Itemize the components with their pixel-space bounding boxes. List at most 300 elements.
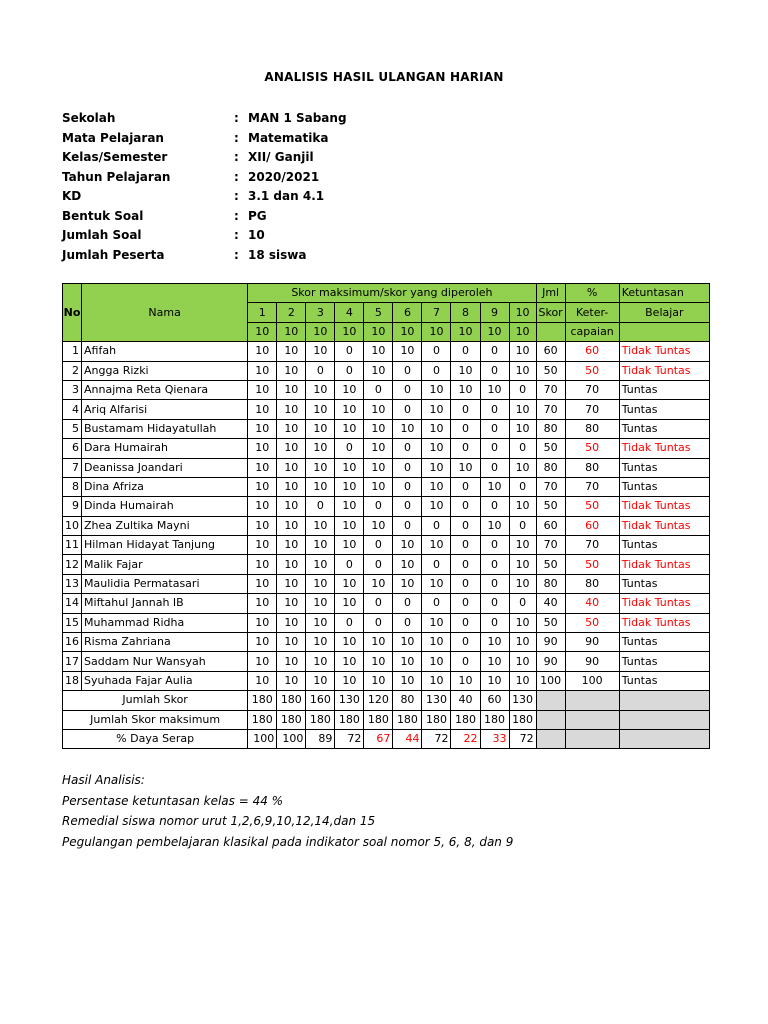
info-row [62, 187, 347, 207]
total-score: 80 [536, 419, 565, 438]
achievement-percent: 70 [565, 477, 619, 496]
score-cell: 10 [277, 439, 306, 458]
mastery-status: Tuntas [619, 536, 709, 555]
achievement-percent: 80 [565, 574, 619, 593]
header-nama: Nama [82, 284, 248, 342]
summary-blank [565, 729, 619, 748]
score-cell: 10 [248, 439, 277, 458]
score-cell: 10 [422, 400, 451, 419]
total-score: 90 [536, 633, 565, 652]
student-name: Deanissa Joandari [82, 458, 248, 477]
score-cell: 0 [509, 380, 536, 399]
score-cell: 0 [422, 555, 451, 574]
score-cell: 10 [277, 477, 306, 496]
score-cell: 10 [364, 439, 393, 458]
score-cell: 10 [422, 613, 451, 632]
table-row [63, 400, 710, 419]
summary-cell: 180 [306, 710, 335, 729]
info-colon: : [234, 208, 239, 223]
score-cell: 10 [248, 652, 277, 671]
score-cell: 10 [509, 671, 536, 690]
question-number: 9 [480, 303, 509, 322]
score-cell: 10 [422, 574, 451, 593]
total-score: 90 [536, 652, 565, 671]
score-cell: 10 [393, 342, 422, 361]
info-row [62, 109, 347, 129]
summary-label: Jumlah Skor [63, 691, 248, 710]
info-colon: : [234, 228, 239, 242]
max-score: 10 [248, 322, 277, 341]
row-no: 9 [63, 497, 82, 516]
question-number: 7 [422, 303, 451, 322]
mastery-status: Tidak Tuntas [619, 613, 709, 632]
mastery-status: Tuntas [619, 633, 709, 652]
achievement-percent: 80 [565, 458, 619, 477]
question-number: 6 [393, 303, 422, 322]
info-value: Matematika [248, 130, 329, 145]
score-cell: 10 [306, 439, 335, 458]
score-cell: 0 [335, 613, 364, 632]
score-cell: 0 [451, 439, 480, 458]
mastery-status: Tidak Tuntas [619, 555, 709, 574]
score-cell: 0 [451, 400, 480, 419]
row-no: 4 [63, 400, 82, 419]
score-cell: 0 [480, 361, 509, 380]
info-label: Jumlah Peserta [62, 247, 165, 262]
score-cell: 0 [393, 361, 422, 380]
achievement-percent: 40 [565, 594, 619, 613]
max-score: 10 [509, 322, 536, 341]
score-cell: 0 [422, 516, 451, 535]
daya-serap-cell: 72 [335, 729, 364, 748]
score-cell: 10 [248, 342, 277, 361]
student-name: Dina Afriza [82, 477, 248, 496]
summary-cell: 130 [509, 691, 536, 710]
score-cell: 10 [509, 419, 536, 438]
achievement-percent: 50 [565, 497, 619, 516]
score-cell: 10 [277, 652, 306, 671]
score-cell: 10 [277, 574, 306, 593]
score-cell: 10 [306, 671, 335, 690]
score-cell: 10 [306, 380, 335, 399]
info-colon: : [234, 247, 239, 262]
score-cell: 10 [335, 652, 364, 671]
score-cell: 10 [335, 536, 364, 555]
score-cell: 0 [364, 380, 393, 399]
score-cell: 0 [480, 342, 509, 361]
mastery-status: Tidak Tuntas [619, 516, 709, 535]
summary-cell: 180 [248, 710, 277, 729]
question-number: 5 [364, 303, 393, 322]
score-cell: 10 [248, 516, 277, 535]
score-cell: 10 [277, 671, 306, 690]
table-row [63, 536, 710, 555]
max-score: 10 [422, 322, 451, 341]
score-cell: 10 [248, 419, 277, 438]
score-cell: 10 [335, 671, 364, 690]
score-cell: 10 [277, 497, 306, 516]
score-cell: 10 [509, 555, 536, 574]
summary-blank [565, 710, 619, 729]
table-row [63, 516, 710, 535]
score-cell: 10 [306, 633, 335, 652]
score-cell: 0 [393, 380, 422, 399]
score-cell: 10 [277, 594, 306, 613]
achievement-percent: 50 [565, 439, 619, 458]
score-cell: 10 [248, 633, 277, 652]
score-cell: 10 [480, 671, 509, 690]
score-cell: 10 [335, 477, 364, 496]
score-cell: 10 [364, 419, 393, 438]
total-score: 60 [536, 342, 565, 361]
score-cell: 0 [480, 497, 509, 516]
summary-cell: 60 [480, 691, 509, 710]
info-block [62, 109, 347, 265]
score-cell: 10 [335, 574, 364, 593]
student-name: Hilman Hidayat Tanjung [82, 536, 248, 555]
achievement-percent: 100 [565, 671, 619, 690]
max-score: 10 [306, 322, 335, 341]
mastery-status: Tuntas [619, 652, 709, 671]
info-label: KD [62, 189, 82, 203]
info-value: PG [248, 208, 267, 223]
info-label: Kelas/Semester [62, 150, 168, 164]
header-ket-3 [619, 322, 709, 341]
score-cell: 10 [480, 380, 509, 399]
mastery-status: Tidak Tuntas [619, 342, 709, 361]
score-cell: 10 [509, 574, 536, 593]
question-number: 2 [277, 303, 306, 322]
table-row [63, 613, 710, 632]
row-no: 10 [63, 516, 82, 535]
score-cell: 10 [277, 536, 306, 555]
score-cell: 10 [306, 342, 335, 361]
score-cell: 10 [509, 342, 536, 361]
table-row [63, 380, 710, 399]
score-cell: 10 [509, 458, 536, 477]
score-cell: 10 [422, 536, 451, 555]
summary-cell: 180 [393, 710, 422, 729]
score-cell: 10 [422, 458, 451, 477]
analysis-section [62, 770, 513, 852]
max-score: 10 [364, 322, 393, 341]
score-cell: 0 [480, 555, 509, 574]
header-pct-3: capaian [565, 322, 619, 341]
score-cell: 10 [422, 477, 451, 496]
score-cell: 10 [248, 380, 277, 399]
row-no: 13 [63, 574, 82, 593]
student-name: Syuhada Fajar Aulia [82, 671, 248, 690]
mastery-status: Tuntas [619, 380, 709, 399]
score-cell: 10 [480, 633, 509, 652]
question-number: 1 [248, 303, 277, 322]
summary-blank [536, 729, 565, 748]
score-cell: 0 [335, 439, 364, 458]
score-cell: 10 [509, 652, 536, 671]
score-cell: 10 [248, 477, 277, 496]
info-label: Tahun Pelajaran [62, 169, 171, 184]
summary-cell: 180 [277, 710, 306, 729]
score-cell: 0 [335, 555, 364, 574]
score-cell: 10 [335, 458, 364, 477]
info-label: Jumlah Soal [62, 228, 142, 242]
score-cell: 10 [509, 400, 536, 419]
summary-cell: 80 [393, 691, 422, 710]
info-row [62, 129, 347, 149]
student-name: Risma Zahriana [82, 633, 248, 652]
score-cell: 0 [480, 419, 509, 438]
max-score: 10 [480, 322, 509, 341]
row-no: 15 [63, 613, 82, 632]
total-score: 50 [536, 555, 565, 574]
score-cell: 10 [364, 633, 393, 652]
score-cell: 10 [277, 633, 306, 652]
summary-row-daya-serap [63, 729, 710, 748]
row-no: 5 [63, 419, 82, 438]
daya-serap-cell: 33 [480, 729, 509, 748]
row-no: 11 [63, 536, 82, 555]
question-number: 10 [509, 303, 536, 322]
achievement-percent: 60 [565, 342, 619, 361]
score-cell: 0 [306, 497, 335, 516]
summary-blank [565, 691, 619, 710]
score-cell: 10 [277, 516, 306, 535]
score-cell: 0 [451, 555, 480, 574]
score-cell: 10 [277, 361, 306, 380]
score-cell: 10 [509, 497, 536, 516]
score-cell: 0 [393, 400, 422, 419]
score-cell: 10 [306, 594, 335, 613]
score-cell: 10 [306, 555, 335, 574]
score-cell: 0 [451, 419, 480, 438]
score-cell: 0 [393, 594, 422, 613]
total-score: 50 [536, 439, 565, 458]
info-value: XII/ Ganjil [248, 150, 314, 164]
achievement-percent: 90 [565, 652, 619, 671]
document-title: ANALISIS HASIL ULANGAN HARIAN [264, 70, 504, 84]
score-cell: 10 [335, 594, 364, 613]
score-cell: 10 [422, 497, 451, 516]
score-cell: 0 [393, 477, 422, 496]
header-jml-2: Skor [536, 303, 565, 322]
score-cell: 10 [364, 458, 393, 477]
student-name: Zhea Zultika Mayni [82, 516, 248, 535]
score-cell: 10 [335, 633, 364, 652]
score-cell: 10 [364, 361, 393, 380]
score-cell: 10 [306, 419, 335, 438]
score-cell: 10 [277, 458, 306, 477]
score-cell: 0 [509, 477, 536, 496]
analysis-line: Pegulangan pembelajaran klasikal pada indikator soal nomor 5, 6, 8, dan 9 [62, 834, 514, 849]
row-no: 8 [63, 477, 82, 496]
score-cell: 10 [480, 516, 509, 535]
score-cell: 0 [451, 536, 480, 555]
student-name: Saddam Nur Wansyah [82, 652, 248, 671]
score-cell: 10 [306, 516, 335, 535]
score-cell: 0 [451, 613, 480, 632]
student-name: Muhammad Ridha [82, 613, 248, 632]
score-cell: 10 [364, 671, 393, 690]
achievement-percent: 60 [565, 516, 619, 535]
score-cell: 10 [364, 477, 393, 496]
analysis-heading: Hasil Analisis: [62, 773, 145, 787]
question-number: 4 [335, 303, 364, 322]
total-score: 70 [536, 380, 565, 399]
score-cell: 0 [364, 613, 393, 632]
summary-cell: 180 [480, 710, 509, 729]
row-no: 3 [63, 380, 82, 399]
score-cell: 10 [364, 574, 393, 593]
score-cell: 10 [480, 477, 509, 496]
row-no: 2 [63, 361, 82, 380]
score-cell: 10 [364, 652, 393, 671]
max-score: 10 [335, 322, 364, 341]
row-no: 12 [63, 555, 82, 574]
row-no: 14 [63, 594, 82, 613]
info-value: 3.1 dan 4.1 [248, 189, 325, 203]
analysis-line: Persentase ketuntasan kelas = 44 % [62, 793, 284, 808]
score-cell: 0 [480, 574, 509, 593]
score-cell: 0 [364, 497, 393, 516]
achievement-percent: 70 [565, 536, 619, 555]
total-score: 80 [536, 574, 565, 593]
table-row [63, 497, 710, 516]
achievement-percent: 50 [565, 613, 619, 632]
summary-blank [619, 691, 709, 710]
header-jml-1: Jml [536, 284, 565, 303]
header-no: No [63, 284, 82, 342]
achievement-percent: 90 [565, 633, 619, 652]
score-cell: 10 [480, 652, 509, 671]
score-cell: 10 [277, 613, 306, 632]
row-no: 7 [63, 458, 82, 477]
summary-blank [536, 710, 565, 729]
score-cell: 0 [480, 613, 509, 632]
score-cell: 0 [451, 342, 480, 361]
info-colon: : [234, 130, 239, 145]
summary-cell: 180 [451, 710, 480, 729]
score-cell: 0 [335, 361, 364, 380]
total-score: 40 [536, 594, 565, 613]
score-cell: 10 [277, 342, 306, 361]
student-name: Malik Fajar [82, 555, 248, 574]
score-cell: 10 [451, 380, 480, 399]
score-cell: 10 [393, 536, 422, 555]
summary-cell: 180 [364, 710, 393, 729]
score-cell: 10 [248, 400, 277, 419]
score-cell: 0 [480, 458, 509, 477]
score-cell: 10 [451, 361, 480, 380]
summary-cell: 180 [248, 691, 277, 710]
table-row [63, 594, 710, 613]
achievement-percent: 50 [565, 361, 619, 380]
summary-cell: 130 [422, 691, 451, 710]
score-cell: 0 [451, 497, 480, 516]
max-score: 10 [393, 322, 422, 341]
student-name: Annajma Reta Qienara [82, 380, 248, 399]
info-label: Sekolah [62, 111, 116, 125]
mastery-status: Tuntas [619, 671, 709, 690]
info-colon: : [234, 169, 239, 184]
max-score: 10 [277, 322, 306, 341]
student-name: Dinda Humairah [82, 497, 248, 516]
score-cell: 0 [393, 516, 422, 535]
table-row [63, 633, 710, 652]
daya-serap-cell: 22 [451, 729, 480, 748]
header-skor-group: Skor maksimum/skor yang diperoleh [248, 284, 536, 303]
score-cell: 10 [422, 633, 451, 652]
mastery-status: Tidak Tuntas [619, 497, 709, 516]
score-cell: 10 [509, 361, 536, 380]
mastery-status: Tidak Tuntas [619, 594, 709, 613]
score-cell: 10 [509, 633, 536, 652]
total-score: 60 [536, 516, 565, 535]
score-cell: 10 [248, 574, 277, 593]
summary-cell: 180 [277, 691, 306, 710]
row-no: 16 [63, 633, 82, 652]
score-cell: 10 [306, 458, 335, 477]
summary-row-jumlah-skor-max [63, 710, 710, 729]
total-score: 80 [536, 458, 565, 477]
score-cell: 0 [451, 477, 480, 496]
score-cell: 10 [248, 361, 277, 380]
score-cell: 10 [306, 652, 335, 671]
score-cell: 0 [509, 516, 536, 535]
mastery-status: Tidak Tuntas [619, 439, 709, 458]
score-cell: 10 [451, 671, 480, 690]
summary-row-jumlah-skor [63, 691, 710, 710]
header-ket-2: Belajar [619, 303, 709, 322]
student-name: Bustamam Hidayatullah [82, 419, 248, 438]
score-table [62, 283, 710, 749]
score-cell: 10 [248, 671, 277, 690]
summary-blank [619, 710, 709, 729]
student-name: Miftahul Jannah IB [82, 594, 248, 613]
score-cell: 10 [306, 477, 335, 496]
score-cell: 10 [393, 633, 422, 652]
table-row [63, 671, 710, 690]
score-cell: 10 [248, 594, 277, 613]
question-number: 3 [306, 303, 335, 322]
daya-serap-cell: 100 [277, 729, 306, 748]
achievement-percent: 80 [565, 419, 619, 438]
table-row [63, 419, 710, 438]
summary-cell: 160 [306, 691, 335, 710]
score-cell: 0 [480, 439, 509, 458]
score-cell: 10 [248, 613, 277, 632]
score-cell: 10 [335, 419, 364, 438]
summary-cell: 40 [451, 691, 480, 710]
score-cell: 10 [248, 536, 277, 555]
score-cell: 10 [306, 613, 335, 632]
summary-blank [619, 729, 709, 748]
mastery-status: Tidak Tuntas [619, 361, 709, 380]
info-colon: : [234, 111, 239, 125]
score-cell: 10 [306, 400, 335, 419]
score-cell: 10 [364, 516, 393, 535]
row-no: 1 [63, 342, 82, 361]
student-name: Ariq Alfarisi [82, 400, 248, 419]
score-cell: 10 [306, 536, 335, 555]
score-cell: 10 [277, 555, 306, 574]
score-cell: 0 [306, 361, 335, 380]
score-cell: 10 [422, 380, 451, 399]
score-cell: 0 [393, 458, 422, 477]
info-row [62, 246, 347, 266]
summary-cell: 130 [335, 691, 364, 710]
daya-serap-cell: 67 [364, 729, 393, 748]
score-cell: 10 [364, 400, 393, 419]
